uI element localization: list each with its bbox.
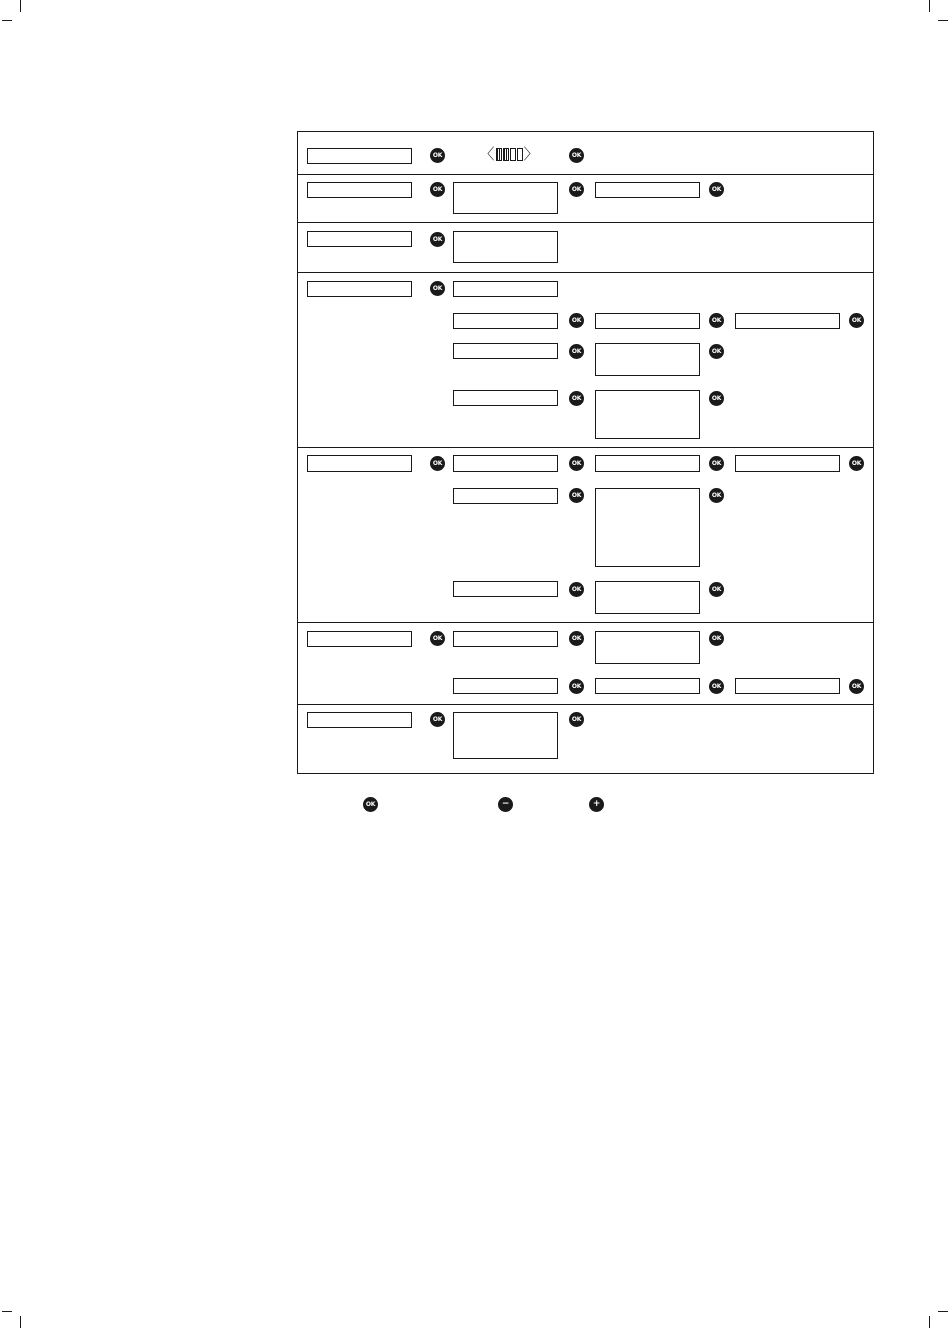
display-box <box>595 343 700 376</box>
crop-mark <box>929 0 930 12</box>
menu-item-box[interactable] <box>735 313 840 329</box>
ok-button-icon[interactable]: OK <box>709 582 724 597</box>
ok-button-icon[interactable]: OK <box>569 391 584 406</box>
menu-item-box[interactable] <box>595 678 700 694</box>
right-bracket-icon: 〉 <box>523 144 539 163</box>
display-box <box>453 712 558 759</box>
menu-item-box[interactable] <box>307 281 412 297</box>
crop-mark <box>938 1311 948 1312</box>
ok-button-icon[interactable]: OK <box>849 456 864 471</box>
display-box <box>595 488 700 567</box>
display-box <box>453 182 558 214</box>
ok-button-icon[interactable]: OK <box>430 631 445 646</box>
ok-button-icon[interactable]: OK <box>709 488 724 503</box>
ok-button-icon[interactable]: OK <box>569 456 584 471</box>
battery-level-indicator <box>479 144 539 163</box>
plus-button-icon: + <box>589 797 604 812</box>
display-box <box>595 390 700 439</box>
row-divider <box>298 272 873 273</box>
menu-item-box[interactable] <box>595 182 700 198</box>
menu-item-box[interactable] <box>735 678 840 694</box>
menu-item-box[interactable] <box>307 631 412 647</box>
menu-item-box[interactable] <box>453 390 558 406</box>
ok-button-icon[interactable]: OK <box>569 148 584 163</box>
ok-button-icon[interactable]: OK <box>569 313 584 328</box>
battery-bar-filled <box>496 148 502 161</box>
display-box <box>595 581 700 614</box>
row-divider <box>298 704 873 705</box>
ok-button-icon[interactable]: OK <box>569 712 584 727</box>
ok-button-icon[interactable]: OK <box>569 582 584 597</box>
minus-button-icon: − <box>498 797 513 812</box>
ok-button-icon[interactable]: OK <box>849 313 864 328</box>
menu-item-box[interactable] <box>307 182 412 198</box>
ok-button-icon: OK <box>363 797 378 812</box>
menu-structure-diagram <box>297 131 874 774</box>
menu-item-box[interactable] <box>735 455 840 472</box>
menu-item-box[interactable] <box>595 313 700 329</box>
row-divider <box>298 622 873 623</box>
crop-mark <box>938 20 948 21</box>
menu-item-box[interactable] <box>453 488 558 504</box>
crop-mark <box>20 1316 21 1328</box>
ok-button-icon[interactable]: OK <box>430 456 445 471</box>
ok-button-icon[interactable]: OK <box>430 232 445 247</box>
ok-button-icon[interactable]: OK <box>709 631 724 646</box>
ok-button-icon[interactable]: OK <box>569 344 584 359</box>
display-box <box>453 231 558 263</box>
crop-mark <box>2 1311 12 1312</box>
crop-mark <box>20 0 21 12</box>
row-divider <box>298 174 873 175</box>
battery-bars <box>496 148 523 161</box>
row-divider <box>298 447 873 448</box>
ok-button-icon[interactable]: OK <box>709 456 724 471</box>
ok-button-icon[interactable]: OK <box>569 488 584 503</box>
display-box <box>595 631 700 664</box>
left-bracket-icon: 〈 <box>479 144 495 163</box>
menu-item-box[interactable] <box>453 678 558 694</box>
battery-bar-empty <box>517 148 523 161</box>
battery-bar-empty <box>510 148 516 161</box>
crop-mark <box>929 1316 930 1328</box>
ok-button-icon[interactable]: OK <box>709 313 724 328</box>
menu-item-box[interactable] <box>307 148 412 164</box>
menu-item-box[interactable] <box>453 281 558 297</box>
ok-button-icon[interactable]: OK <box>430 182 445 197</box>
ok-button-icon[interactable]: OK <box>430 148 445 163</box>
menu-item-box[interactable] <box>307 231 412 247</box>
battery-bar-filled <box>503 148 509 161</box>
menu-item-box[interactable] <box>595 455 700 472</box>
menu-item-box[interactable] <box>453 581 558 597</box>
ok-button-icon[interactable]: OK <box>569 182 584 197</box>
menu-item-box[interactable] <box>307 455 412 472</box>
row-divider <box>298 222 873 223</box>
ok-button-icon[interactable]: OK <box>849 679 864 694</box>
menu-item-box[interactable] <box>307 712 412 728</box>
menu-item-box[interactable] <box>453 455 558 472</box>
menu-item-box[interactable] <box>453 313 558 329</box>
ok-button-icon[interactable]: OK <box>709 344 724 359</box>
ok-button-icon[interactable]: OK <box>709 391 724 406</box>
menu-item-box[interactable] <box>453 631 558 647</box>
ok-button-icon[interactable]: OK <box>709 679 724 694</box>
crop-mark <box>2 20 12 21</box>
menu-item-box[interactable] <box>453 343 558 359</box>
ok-button-icon[interactable]: OK <box>430 281 445 296</box>
ok-button-icon[interactable]: OK <box>569 631 584 646</box>
ok-button-icon[interactable]: OK <box>430 712 445 727</box>
ok-button-icon[interactable]: OK <box>569 679 584 694</box>
ok-button-icon[interactable]: OK <box>709 182 724 197</box>
